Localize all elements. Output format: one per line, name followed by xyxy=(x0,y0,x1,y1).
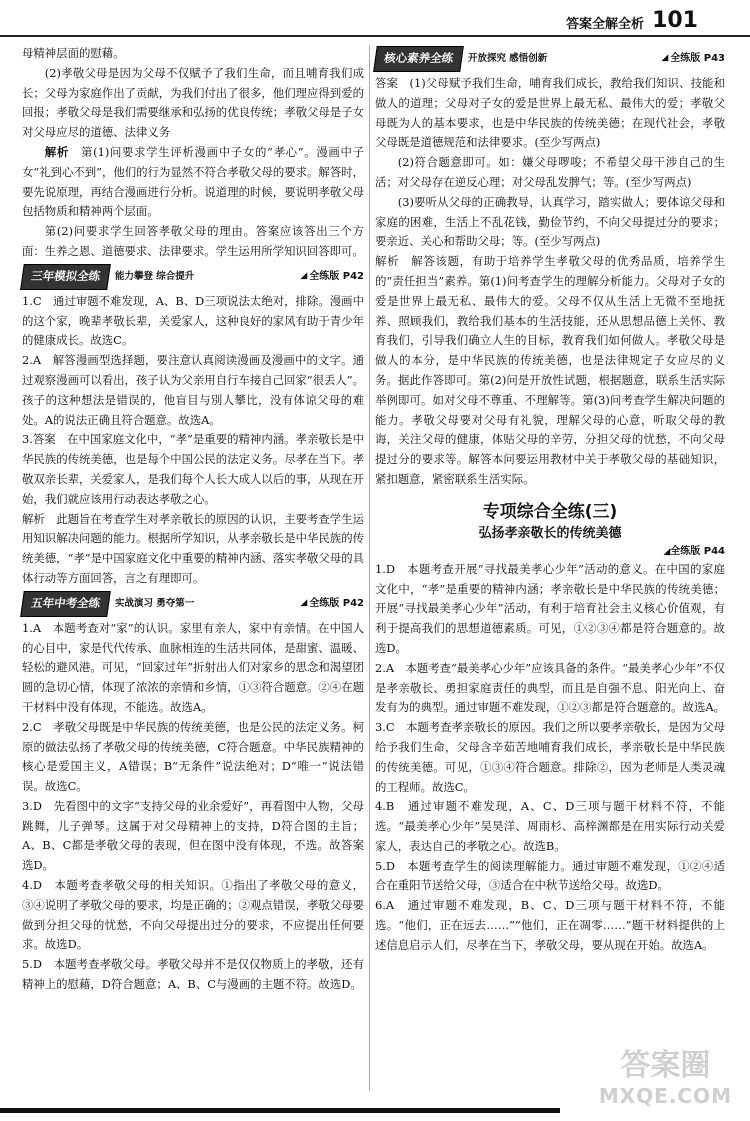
page-header xyxy=(566,10,698,32)
answer-item: 解析 此题旨在考查学生对孝亲敬长的原因的认识，主要考查学生运用知识解决问题的能力。根据所学知识，从孝亲敬长是中华民族的传统美德，“孝”是中国家庭文化中重要的精神内涵、落实孝敬父母的具体行动等方面回答，言之有理即可。 xyxy=(22,511,364,585)
banner-tag: 核心素养全练 xyxy=(373,46,464,72)
answer-item: 5.D 本题考查孝敬父母。孝敬父母并不是仅仅物质上的孝敬，还有精神上的慰藉，D符合题意；A、B、C与漫画的主题不符。故选D。 xyxy=(22,957,364,992)
section-banner xyxy=(375,48,725,70)
section-banner xyxy=(22,593,364,615)
pointer-icon: ◢ xyxy=(300,270,308,281)
analysis-label: 解析 xyxy=(44,144,69,159)
answer-item: 1.D 本题考查开展“寻找最美孝心少年”活动的意义。在中国的家庭文化中，“孝”是重要的精神内涵；孝亲敬长是中华民族的传统美德；开展“寻找最美孝心少年”活动，有利于培育社会主义核心价值观，有利于提高我们的思想道德素质。可见，①②③④都是符合题意的。故选D。 xyxy=(375,561,725,655)
answer-item: 4.D 本题考查孝敬父母的相关知识。①指出了孝敬父母的意义，③④说明了孝敬父母的要求，均是正确的；②观点错误，孝敬父母要做到分担父母的忧愁，不向父母提出过分的要求，不应提出任何要求。故选D。 xyxy=(22,878,364,952)
answer-item: 3.C 本题考查孝亲敬长的原因。我们之所以要孝亲敬长，是因为父母给予我们生命，父母含辛茹苦地哺育我们成长，孝亲敬长是中华民族的传统美德。可见，①③④符合题意。排除②，因为老师是人类灵魂的工程师。故选C。 xyxy=(375,720,725,794)
footer-bar xyxy=(0,1108,560,1113)
answer-item: 3.D 先看图中的文字“支持父母的业余爱好”，再看图中人物，父母跳舞，儿子弹琴。这属于对父母精神上的支持，D符合图的主旨；A、B、C都是孝敬父母的表现，但在图中没有体现，不选。故答案选D。 xyxy=(22,798,364,873)
section-subtitle: 弘扬孝亲敬长的传统美德 xyxy=(478,525,622,541)
answer-item: 2.A 解答漫画型选择题，要注意认真阅读漫画及漫画中的文字。通过观察漫画可以看出，孩子认为父亲用自行车接自己回家“很丢人”。孩子的这种想法是错误的，他盲目与別人攀比，没有体谅父母的难处。A的说法正确且符合题意。故选A。 xyxy=(22,353,364,427)
paragraph: 第(2)问要求学生回答孝敬父母的理由。答案应该答出三个方面：生养之恩、道德要求、法律要求。学生运用所学知识回答即可。 xyxy=(22,224,364,258)
paragraph: 第(1)问要求学生评析漫画中子女的“孝心”。漫画中子女“礼到心不到”，他们的行为显然不符合孝敬父母的要求。解答时，要先说原理，再结合漫画进行分析。说道理的时候，要说明孝敬父母包括物质和精神两个层面。 xyxy=(22,144,364,219)
right-column xyxy=(375,44,725,956)
banner-subtitle: 开放探究 感悟创新 xyxy=(468,53,548,65)
banner-ref: ◢ 全练版 P42 xyxy=(300,267,364,287)
section-title: 专项综合全练(三) xyxy=(482,501,618,522)
pointer-icon: ◢ xyxy=(300,597,308,608)
header-label: 答案全解全析 xyxy=(566,17,645,32)
banner-tag: 五年中考全练 xyxy=(20,591,111,617)
left-column xyxy=(22,44,364,995)
answer-item: 4.B 通过审题不难发现，A、C、D三项与题干材料不符，不能选。“最美孝心少年”吴昊洋、周雨杉、高梓渊都是在用实际行动关爱家人，表达自己的孝敬之心。故选B。 xyxy=(375,799,725,853)
column-divider xyxy=(369,46,370,1091)
header-rule xyxy=(0,35,750,37)
answer-item: 解析 解答该题，有助于培养学生孝敬父母的优秀品质，培养学生的“责任担当”素养。第(1)问考查学生的理解分析能力。父母对子女的爱是世界上最无私、最伟大的爱。父母不仅从生活上无微不至地抚养、照顾我们，教给我们基本的生活技能，还从思想品德上关怀、教育我们，引导我们确立人生的目标，教育我们如何做人。孝敬父母是做人的本分，是中华民族的传统美德，也是法律规定子女应尽的义务。据此作答即可。第(2)问是开放性试题，根据题意，联系生活实际举例即可。如对父母不尊重、不理解等。第(3)问考查学生解决问题的能力。孝敬父母要对父母有礼貌，理解父母的心意，听取父母的教诲，关注父母的健康，体贴父母的辛劳，分担父母的忧愁，不向父母提过分的要求等。解答本问要运用教材中关于孝敬父母的基础知识，紧扣题意，紧密联系生活实际。 xyxy=(375,254,725,486)
banner-subtitle: 实战演习 勇夺第一 xyxy=(115,597,195,609)
answer-item: (2)符合题意即可。如：嫌父母啰唆；不希望父母干涉自己的生活；对父母存在逆反心理；对父母乱发脾气；等。(至少写两点) xyxy=(375,155,725,189)
paragraph: 母精神层面的慰藉。 xyxy=(22,46,125,60)
paragraph: (2)孝敬父母是因为父母不仅赋予了我们生命，而且哺育我们成长；父母为家庭作出了贡献，为我们付出了很多，他们理应得到爱的回报；孝敬父母是我们需要继承和弘扬的优良传统；孝敬父母是子女对父母应尽的道德、法律义务 xyxy=(22,65,364,140)
answer-item: 1.C 通过审题不难发现，A、B、D三项说法太绝对，排除。漫画中的这个家，晚辈孝敬长辈，关爱家人，这种良好的家风有助于青少年的健康成长。故选C。 xyxy=(22,293,364,348)
banner-ref: ◢ 全练版 P43 xyxy=(661,49,725,69)
section-ref: ◢全练版 P44 xyxy=(663,545,725,557)
section-banner xyxy=(22,266,364,288)
banner-ref: ◢ 全练版 P42 xyxy=(300,594,364,614)
pointer-icon: ◢ xyxy=(663,546,671,557)
page-number: 101 xyxy=(652,8,698,33)
answer-item: 2.A 本题考查“最美孝心少年”应该具备的条件。“最美孝心少年”不仅是孝亲敬长、勇担家庭责任的典型，而且是自强不息、阳光向上、奋发有为的典型。通过审题不难发现，①②③都是符合题意的。故选A。 xyxy=(375,660,725,715)
answer-item: (3)要听从父母的正确教导，认真学习，踏实做人；要体谅父母和家庭的困难，生活上不乱花钱，勤俭节约，不向父母提过分的要求；要亲近、关心和帮助父母；等。(至少写两点) xyxy=(375,194,725,249)
banner-subtitle: 能力攀登 综合提升 xyxy=(115,270,195,282)
answer-item: 1.A 本题考查对“家”的认识。家里有亲人，家中有亲情。在中国人的心目中，家是代代传承、血脉相连的生活共同体，是甜蜜、温暖、轻松的避风港。可见，“回家过年”折射出人们对家乡的思念和渴望团圆的急切心情，体现了浓浓的亲情和乡情，①③符合题意。②④在题干材料中没有体现，不能选。故选A。 xyxy=(22,620,364,714)
answer-item: 5.D 本题考查学生的阅读理解能力。通过审题不难发现，①②④适合在重阳节送给父母，③适合在中秋节送给父母。故选D。 xyxy=(375,858,725,893)
banner-tag: 三年模拟全练 xyxy=(20,264,111,290)
pointer-icon: ◢ xyxy=(661,53,669,64)
answer-item: 6.A 通过审题不难发现，B、C、D三项与题干材料不符，不能选。“他们，正在远去……”“他们，正在凋零……”题干材料提供的上述信息启示人们，尽孝在当下，孝敬父母，要从现在开始。故选A。 xyxy=(375,898,725,952)
answer-item: 3.答案 在中国家庭文化中，“孝”是重要的精神内涵。孝亲敬长是中华民族的传统美德，也是每个中国公民的法定义务。尽孝在当下。孝敬双亲长辈，关爱家人，是我们每个人长大成人以后的事，从现在开始，我们就应该用行动表达孝敬之心。 xyxy=(22,432,364,506)
watermark-logo: 答案圈 MXQE.COM xyxy=(598,1048,732,1108)
answer-item: 2.C 孝敬父母既是中华民族的传统美德，也是公民的法定义务。柯原的做法弘扬了孝敬父母的传统美德，C符合题意。中华民族精神的核心是爱国主义，A错误；B“无条件”说法绝对；D“唯一”说法错误。故选C。 xyxy=(22,719,364,794)
answer-item: 答案 (1)父母赋予我们生命，哺育我们成长，教给我们知识、技能和做人的道理；父母对子女的爱是世界上最无私、最伟大的爱；孝敬父母既为人的基本要求，也是中华民族的传统美德；在现代社会，孝敬父母既是道德规范和法律要求。(至少写两点) xyxy=(375,76,725,150)
